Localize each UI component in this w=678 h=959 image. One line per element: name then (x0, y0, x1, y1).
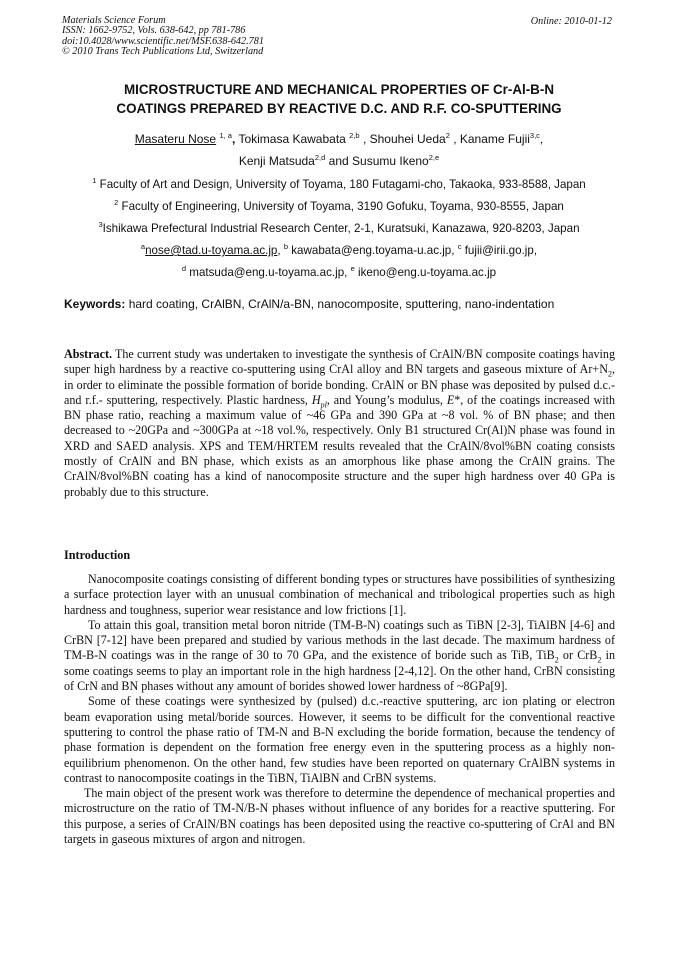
issn: ISSN: 1662-9752, Vols. 638-642, pp 781-786 (62, 25, 246, 37)
paper-title (40, 80, 638, 118)
introduction-body (64, 572, 615, 847)
abstract (64, 347, 615, 500)
intro-text: To attain this goal, transition metal boron nitride (TM-B-N) coatings such as TiBN [2-3], TiAlBN [4-6] and CrBN [7-12] have been prepared and studied by various methods in the last decade. The maximum hardness of TM-B-N coatings was in the range of 30 to 70 GPa, and the existence of boride such as TiB, TiB (64, 617, 615, 663)
email-sup: c (457, 242, 462, 252)
author-sup: 2,b (349, 131, 360, 140)
copyright: © 2010 Trans Tech Publications Ltd, Switzerland (62, 46, 264, 58)
online-date: Online: 2010-01-12 (530, 16, 612, 27)
author-sup: 3,c (529, 131, 540, 140)
email-line-2: $^d$ matsuda@eng.u-toyama.ac.jp, $^e$ ikeno@eng.u-toyama.ac.jp (181, 264, 497, 279)
intro-paragraph: Some of these coatings were synthesized by (pulsed) d.c.-reactive sputtering, arc ion plating or electron beam evaporation using metal/boride sources. However, it seems to be difficult for the conventional reactive sputtering to control the phase ratio of TM-N and B-N excluding the boride formation, because the tendency of phase formation is dependent on the formation free energy even in the sputtering process as a highly non-equilibrium phenomenon. On the other hand, few studies have been reported on quaternary CrAlBN systems in contrast to nanocomposite coatings in the TiBN, TiAlBN and CrBN systems. (64, 694, 615, 785)
subscript: 2 (607, 369, 612, 379)
author-name: Susumu Ikeno (352, 154, 429, 168)
affil-sup: 3 (98, 220, 103, 230)
email-link[interactable]: fujii@irii.go.jp (464, 244, 534, 257)
subscript: 2 (554, 655, 559, 665)
email-link[interactable]: nose@tad.u-toyama.ac.jp (145, 244, 278, 257)
intro-text: or CrB (558, 648, 598, 663)
affil-text: Faculty of Engineering, University of Toyama, 3190 Gofuku, Toyama, 930-8555, Japan (121, 200, 564, 213)
affil-sup: 2 (114, 198, 119, 208)
author-sup: 1, a (219, 131, 232, 140)
subscript: 2 (597, 655, 602, 665)
title-line-2: COATINGS PREPARED BY REACTIVE D.C. AND R.F. CO-SPUTTERING (116, 101, 562, 116)
email-line-1: $^a$nose@tad.u-toyama.ac.jp, $^b$ kawabata@eng.toyama-u.ac.jp, $^c$ fujii@irii.go.jp, (140, 242, 538, 257)
title-line-1: MICROSTRUCTURE AND MECHANICAL PROPERTIES OF Cr-Al-B-N (124, 82, 554, 97)
affiliation-1 (20, 174, 658, 196)
affiliation-list (20, 174, 658, 284)
abstract-text: , and Young’s modulus, (326, 392, 447, 407)
abstract-text: , in order to eliminate the possible formation of boride bonding. CrAlN or BN phase was deposited by pulsed d.c.- and r.f.- sputtering, respectively. Plastic hardness, (64, 362, 615, 407)
email-link[interactable]: ikeno@eng.u-toyama.ac.jp (358, 266, 497, 279)
intro-paragraph: The main object of the present work was therefore to determine the dependence of mechanical properties and microstructure on the ratio of TM-N/B-N phases without influence of any borides for a reactive sputtering. For this purpose, a series of CrAlN/BN coatings has been deposited using the reactive co-sputtering of CrAl and BN targets in gaseous mixtures of argon and nitrogen. (64, 786, 615, 847)
email-sup: d (181, 264, 187, 274)
email-sup: a (140, 242, 146, 252)
keywords-text: hard coating, CrAlBN, CrAlN/a-BN, nanocomposite, sputtering, nano-indentation (128, 297, 555, 311)
author-name: Tokimasa Kawabata (238, 132, 346, 146)
intro-paragraph: Nanocomposite coatings consisting of different bonding types or structures have possibilities of synthesizing a surface protection layer with an unusual combination of mechanical and tribological properties such as high hardness and toughness, superior wear resistance and low frictions [1]. (64, 572, 615, 617)
and-word: and (328, 154, 349, 168)
doi: doi:10.4028/www.scientific.net/MSF.638-642.781 (62, 35, 264, 47)
intro-paragraph (64, 618, 615, 694)
author-name: Kaname Fujii (459, 132, 530, 146)
author-sup: 2 (445, 131, 450, 140)
email-link[interactable]: matsuda@eng.u-toyama.ac.jp (189, 266, 345, 279)
intro-text: in some coatings seems to play an important role in the high hardness [2-4,12]. On the other hand, CrBN consisting of CrN and BN phases without any amount of borides showed lower hardness of ~8GPa[9]. (64, 648, 616, 694)
abstract-text: The current study was undertaken to investigate the synthesis of CrAlN/BN composite coatings having super high hardness by a reactive co-sputtering using CrAl alloy and BN targets and gaseous mixture of Ar+N (64, 347, 615, 377)
author-name: Masateru Nose (134, 132, 217, 146)
keywords-label: Keywords: (64, 297, 126, 311)
email-sup: e (350, 264, 355, 274)
abstract-text: *, of the coatings increased with BN phase ratio, reaching a maximum value of ~46 GPa and 390 GPa at ~8 vol. % of BN phase; and then decreased to ~20GPa and ~300GPa at ~18 vol.%, respectively. Only B1 structured Cr(Al)N phase was found in XRD and SAED analysis. XPS and TEM/HRTEM results revealed that the CrAlN/8vol%BN coating consists mostly of CrAlN and BN phase, which exists as an amorphous like phase among the CrAlN grains. The CrAlN/8vol%BN coating has a kind of nanocomposite structure and the super high hardness over 40 GPa is probably due to this structure. (64, 392, 615, 499)
author-list: Masateru Nose $^{1, a}$, Tokimasa Kawabata $^{2,b}$ , Shouhei Ueda$^2$ , Kaname Fujii$^{3,c}$, Kenji Matsuda$^{2,d}$ and Susumu Ikeno$^{2,e}$ (134, 131, 544, 168)
journal-name: Materials Science Forum (62, 15, 166, 26)
keywords (64, 297, 624, 311)
affil-sup: 1 (92, 176, 97, 186)
symbol: E (446, 392, 455, 407)
journal-header (62, 16, 264, 58)
affil-text: Faculty of Art and Design, University of Toyama, 180 Futagami-cho, Takaoka, 933-8588, Japan (99, 178, 586, 191)
affiliation-3 (20, 218, 658, 240)
affil-text: Ishikawa Prefectural Industrial Research Center, 2-1, Kuratsuki, Kanazawa, 920-8203, Japan (102, 222, 580, 235)
author-name: Shouhei Ueda (369, 132, 446, 146)
subscript: pl (320, 400, 327, 410)
author-sup: 2,e (428, 153, 440, 162)
symbol: H (311, 392, 321, 407)
intro-heading: Introduction (64, 548, 131, 562)
email-link[interactable]: kawabata@eng.toyama-u.ac.jp (291, 244, 452, 257)
abstract-label: Abstract. (64, 347, 113, 361)
email-sup: b (283, 242, 289, 252)
affiliation-2 (20, 196, 658, 218)
author-name: Kenji Matsuda (238, 154, 315, 168)
author-sup: 2,d (314, 153, 326, 162)
